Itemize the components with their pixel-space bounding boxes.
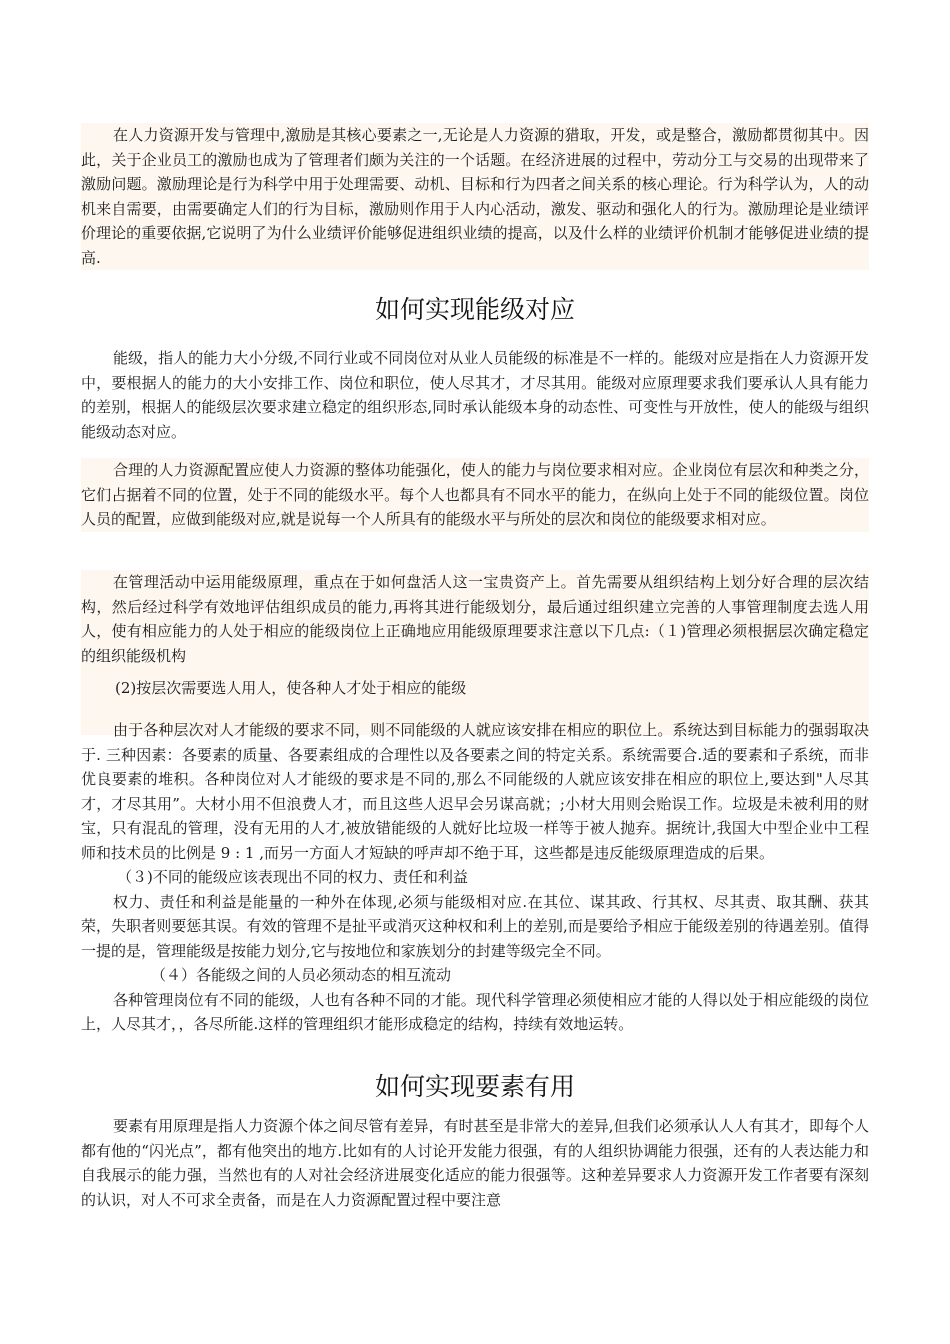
intro-block <box>81 123 869 270</box>
section1-paragraph-3: 在管理活动中运用能级原理，重点在于如何盘活人这一宝贵资产上。首先需要从组织结构上划分好合理的层次结构，然后经过科学有效地评估组织成员的能力,再将其进行能级划分，最后通过组织建立完善的人事管理制度去选人用人，使有相应能力的人处于相应的能级岗位上正确地应用能级原理要求注意以下几点:（１)管理必须根据层次确定稳定的组织能级机构 <box>81 573 869 665</box>
section1-paragraph-6: 各种管理岗位有不同的能级，人也有各种不同的才能。现代科学管理必须使相应才能的人得以处于相应能级的岗位上，人尽其才，，各尽所能.这样的管理组织才能形成稳定的结构，持续有效地运转。 <box>81 990 869 1033</box>
list-item-3: （３)不同的能级应该表现出不同的权力、责任和利益 <box>117 868 468 886</box>
list-item-2: (2)按层次需要选人用人，使各种人才处于相应的能级 <box>115 679 467 697</box>
section1-para1-block <box>81 346 869 444</box>
list-item-4: （４）各能级之间的人员必须动态的相互流动 <box>151 966 452 984</box>
section1-para2-block <box>81 458 869 532</box>
section1-paragraph-2: 合理的人力资源配置应使人力资源的整体功能强化，使人的能力与岗位要求相对应。企业岗位有层次和种类之分，它们占据着不同的位置，处于不同的能级水平。每个人也都具有不同水平的能力，在纵向上处于不同的能级位置。岗位人员的配置，应做到能级对应,就是说每一个人所具有的能级水平与所处的层次和岗位的能级要求相对应。 <box>81 461 869 528</box>
section2-para1-block <box>81 1114 869 1212</box>
section1-paragraph-5: 权力、责任和利益是能量的一种外在体现,必须与能级相对应.在其位、谋其政、行其权、尽其责、取其酬、获其荣，失职者则要惩其误。有效的管理不是扯平或消灭这种权和利上的差别,而是要给予相应于能级差别的待遇差别。值得一提的是，管理能级是按能力划分,它与按地位和家族划分的封建等级完全不同。 <box>81 892 869 960</box>
section1-para4-block <box>81 718 869 1037</box>
section2-title: 如何实现要素有用 <box>374 1072 575 1101</box>
section2-paragraph-1: 要素有用原理是指人力资源个体之间尽管有差异，有时甚至是非常大的差异,但我们必须承认人人有其才，即每个人都有他的“闪光点”，都有他突出的地方.比如有的人讨论开发能力很强，有的人组织协调能力很强，还有的人表达能力和自我展示的能力强，当然也有的人对社会经济进展变化适应的能力很强等。这种差异要求人力资源开发工作者要有深刻的认识，对人不可求全责备，而是在人力资源配置过程中要注意 <box>81 1117 869 1209</box>
section1-paragraph-1: 能级，指人的能力大小分级,不同行业或不同岗位对从业人员能级的标准是不一样的。能级对应是指在人力资源开发中，要根据人的能力的大小安排工作、岗位和职位，使人尽其才，才尽其用。能级对应原理要求我们要承认人具有能力的差别，根据人的能级层次要求建立稳定的组织形态,同时承认能级本身的动态性、可变性与开放性，使人的能级与组织能级动态对应。 <box>81 349 869 441</box>
section1-para3-block <box>81 570 869 735</box>
section2-heading-block <box>81 1070 869 1104</box>
intro-paragraph: 在人力资源开发与管理中,激励是其核心要素之一,无论是人力资源的猎取，开发，或是整合，激励都贯彻其中。因此，关于企业员工的激励也成为了管理者们颇为关注的一个话题。在经济进展的过程中，劳动分工与交易的出现带来了激励问题。激励理论是行为科学中用于处理需要、动机、目标和行为四者之间关系的核心理论。行为科学认为，人的动机来自需要，由需要确定人们的行为目标，激励则作用于人内心活动，激发、驱动和强化人的行为。激励理论是业绩评价理论的重要依据,它说明了为什么业绩评价能够促进组织业绩的提高，以及什么样的业绩评价机制才能够促进业绩的提高. <box>81 126 869 267</box>
section1-heading-block <box>81 293 869 327</box>
section1-paragraph-4: 由于各种层次对人才能级的要求不同，则不同能级的人就应该安排在相应的职位上。系统达到目标能力的强弱取决于. 三种因素：各要素的质量、各要素组成的合理性以及各要素之间的特定关系。系统需要合.适的要素和子系统，而非优良要素的堆积。各种岗位对人才能级的要求是不同的,那么不同能级的人就应该安排在相应的职位上,要达到"人尽其才，才尽其用”。大材小用不但浪费人才，而且这些人迟早会另谋高就；;小材大用则会贻误工作。垃圾是未被利用的财宝，只有混乱的管理，没有无用的人才,被放错能级的人就好比垃圾一样等于被人抛弃。据统计,我国大中型企业中工程师和技术员的比例是 9 : 1 ,而另一方面人才短缺的呼声却不绝于耳，这些都是违反能级原理造成的后果。 <box>81 721 869 862</box>
section1-title: 如何实现能级对应 <box>374 295 575 324</box>
